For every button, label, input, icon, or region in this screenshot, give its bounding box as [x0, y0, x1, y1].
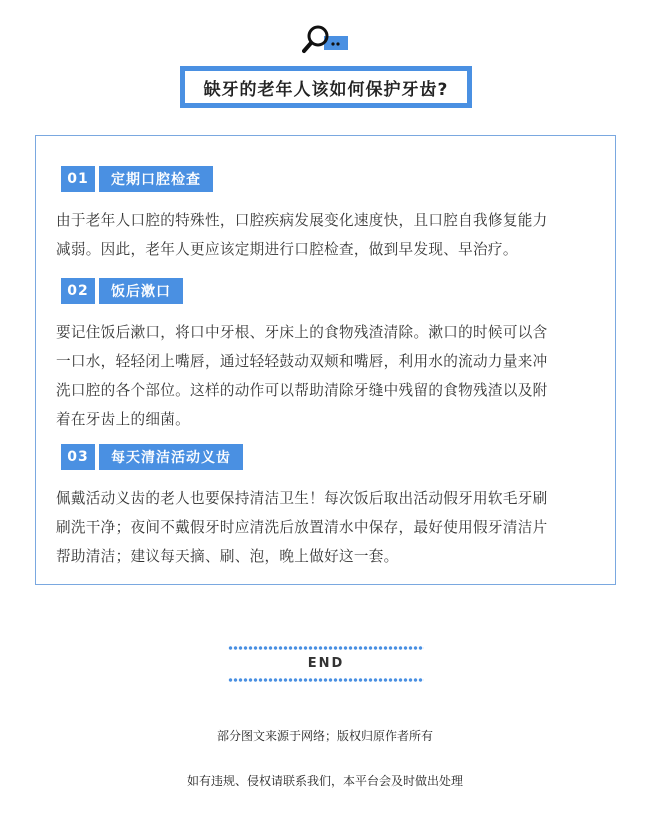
text-line: 减弱。因此，老年人更应该定期进行口腔检查，做到早发现、早治疗。 — [56, 241, 518, 258]
section-title: 定期口腔检查 — [99, 166, 213, 192]
text-line: 佩戴活动义齿的老人也要保持清洁卫生！每次饭后取出活动假牙用软毛牙刷 — [56, 490, 548, 507]
text-line: 刷洗干净；夜间不戴假牙时应清洗后放置清水中保存，最好使用假牙清洁片 — [56, 519, 548, 536]
search-icon — [302, 22, 350, 56]
section-paragraph-1 — [56, 206, 600, 264]
text-line: 一口水，轻轻闭上嘴唇，通过轻轻鼓动双颊和嘴唇，利用水的流动力量来冲 — [56, 353, 548, 370]
section-title: 饭后漱口 — [99, 278, 183, 304]
section-paragraph-2 — [56, 318, 600, 434]
section-number: 02 — [61, 278, 95, 304]
end-divider — [228, 645, 424, 683]
text-line: 洗口腔的各个部位。这样的动作可以帮助清除牙缝中残留的食物残渣以及附 — [56, 382, 548, 399]
footer-copyright: 部分图文来源于网络；版权归原作者所有 — [216, 729, 433, 743]
section-title: 每天清洁活动义齿 — [99, 444, 243, 470]
section-number: 01 — [61, 166, 95, 192]
article-title-frame — [180, 66, 472, 108]
article-title: 缺牙的老年人该如何保护牙齿? — [185, 71, 467, 103]
section-number: 03 — [61, 444, 95, 470]
section-header-1 — [61, 166, 213, 192]
text-line: 帮助清洁；建议每天摘、刷、泡，晚上做好这一套。 — [56, 548, 399, 565]
footer-contact-notice: 如有违规、侵权请联系我们，本平台会及时做出处理 — [186, 774, 463, 788]
content-box — [35, 135, 616, 585]
section-header-3 — [61, 444, 243, 470]
section-header-2 — [61, 278, 183, 304]
text-line: 由于老年人口腔的特殊性，口腔疾病发展变化速度快，且口腔自我修复能力 — [56, 212, 548, 229]
text-line: 要记住饭后漱口，将口中牙根、牙床上的食物残渣清除。漱口的时候可以含 — [56, 324, 548, 341]
end-label: END — [307, 656, 345, 671]
section-paragraph-3 — [56, 484, 600, 571]
dotted-line-bottom — [228, 677, 424, 683]
text-line: 着在牙齿上的细菌。 — [56, 411, 191, 428]
